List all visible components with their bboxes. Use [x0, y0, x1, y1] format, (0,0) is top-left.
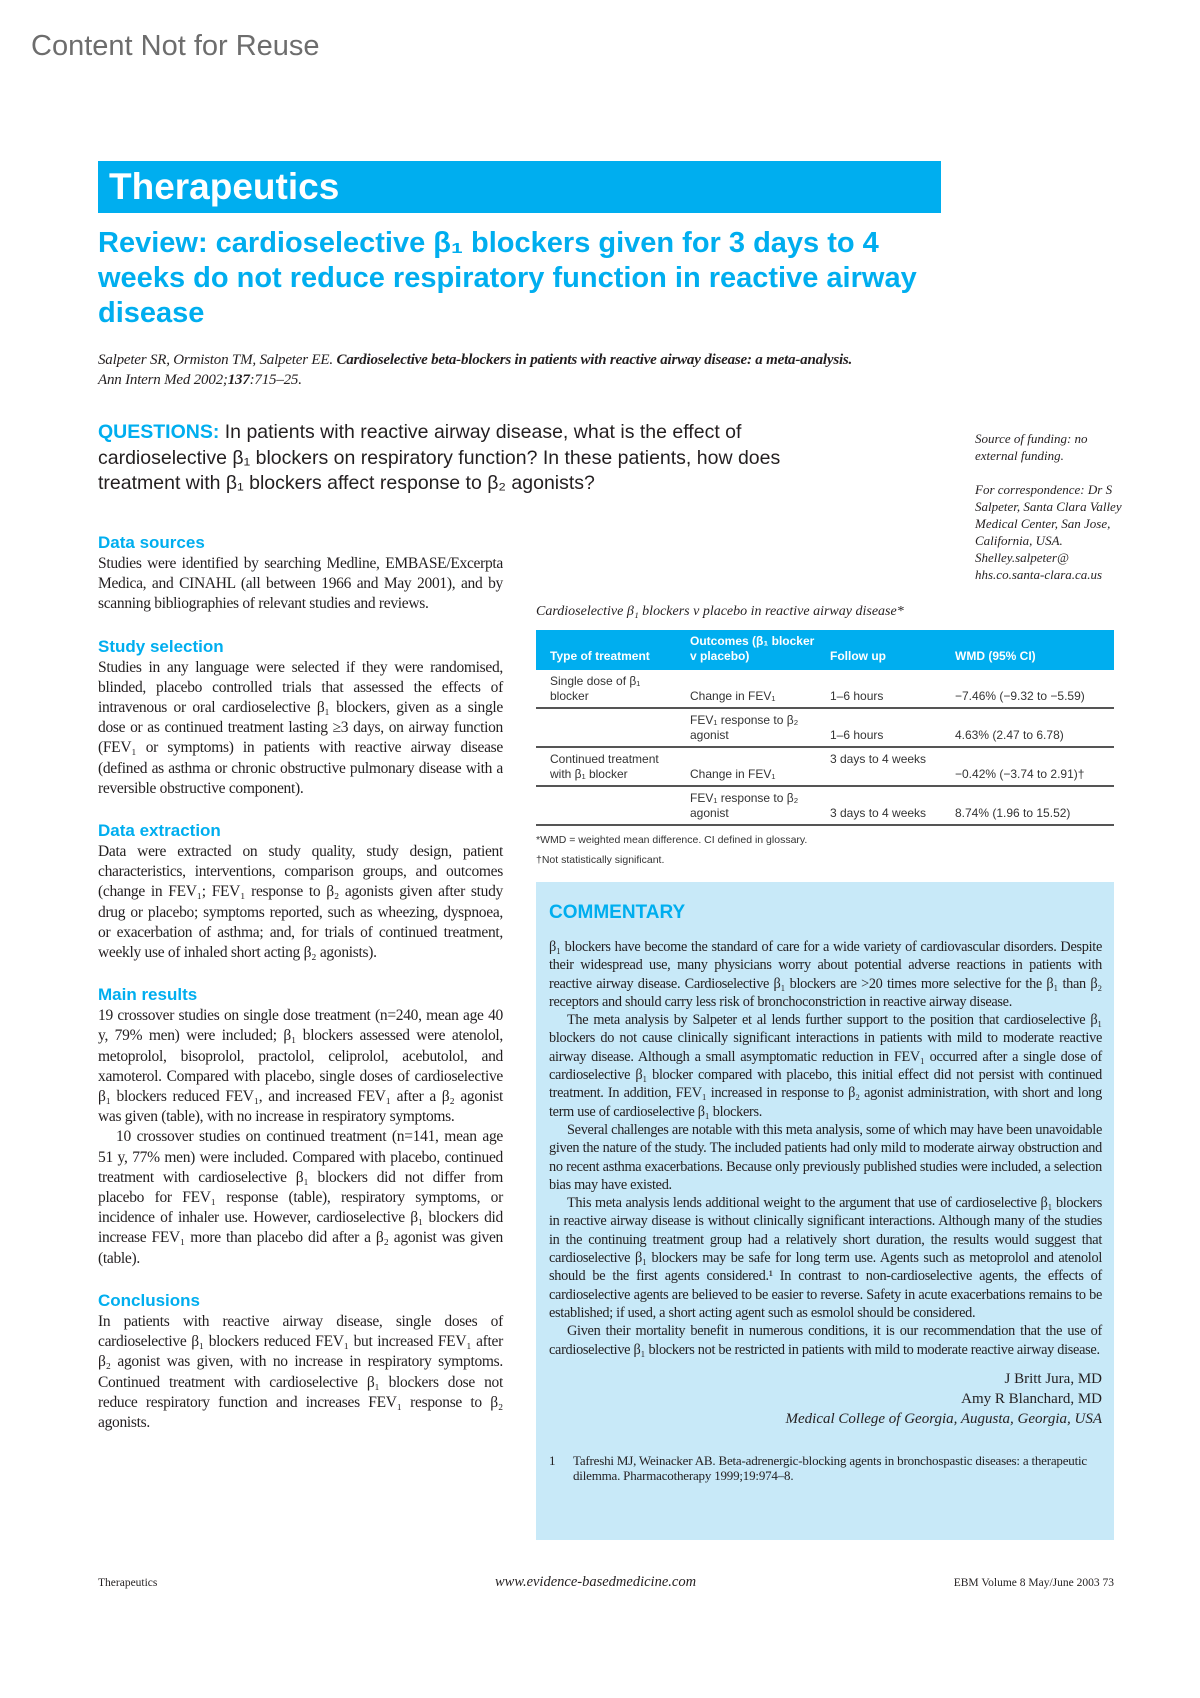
section-banner-label: Therapeutics: [109, 166, 340, 207]
footer-section: Therapeutics: [98, 1577, 158, 1589]
citation: [98, 350, 878, 390]
table-cell: FEV₁ response to β₂ agonist: [684, 786, 824, 825]
reference-text: Tafreshi MJ, Weinacker AB. Beta-adrenergic-blocking agents in bronchospastic diseases: a therapeutic dilemma. Pharmacotherapy 1999;19:974–8.: [573, 1452, 1087, 1483]
table-cell: 3 days to 4 weeks: [824, 786, 949, 825]
column-header: Outcomes (β₁ blocker v placebo): [684, 630, 824, 670]
section-text: In patients with reactive airway disease, single doses of cardioselective β₁ blockers reduced FEV₁ but increased FEV₁ after β₂ agonist was given, with no increase in respiratory symptoms. Continued treatment with cardioselective β₁ blockers dose not reduce respiratory function and increases FEV₁ response to β₂ agonists.: [98, 1312, 503, 1431]
section-study-selection: [98, 637, 503, 799]
section-text: Studies in any language were selected if they were randomised, blinded, placebo controlled trials that assessed the effects of intravenous or oral cardioselective β₁ blockers, given as a single dose or as continued treatment lasting ≥3 days, on airway function (FEV₁ or symptoms) in patients with reactive airway disease (defined as asthma or chronic obstructive pulmonary disease with a reversible obstructive component).: [98, 658, 503, 797]
commentary-body: [549, 938, 1102, 1359]
watermark: Content Not for Reuse: [31, 30, 320, 62]
page-footer: [98, 1574, 1114, 1597]
commentary-paragraph: Given their mortality benefit in numerous conditions, it is our recommendation that the use of cardioselective β₁ blockers not be restricted in patients with mild to moderate reactive airway disease.: [549, 1323, 1102, 1358]
section-banner: [98, 161, 941, 213]
author-affiliation: Medical College of Georgia, Augusta, Georgia, USA: [785, 1410, 1102, 1427]
reference: [549, 1453, 1102, 1483]
table-caption: Cardioselective β₁ blockers v placebo in reactive airway disease*: [536, 604, 904, 619]
table-cell: −7.46% (−9.32 to −5.59): [949, 670, 1114, 708]
article-title: Review: cardioselective β₁ blockers given for 3 days to 4 weeks do not reduce respiratory function in reactive airway disease: [98, 227, 917, 329]
funding-note: Source of funding: no external funding.: [975, 431, 1088, 463]
section-heading: Main results: [98, 985, 198, 1005]
table-cell: 1–6 hours: [824, 708, 949, 747]
table-footnotes: [536, 830, 1114, 870]
author-name: Amy R Blanchard, MD: [961, 1390, 1102, 1407]
footer-issue-info: EBM Volume 8 May/June 2003 73: [953, 1577, 1114, 1589]
table-row: [536, 747, 1114, 786]
table-cell: 4.63% (2.47 to 6.78): [949, 708, 1114, 747]
correspondence-note: For correspondence: Dr S Salpeter, Santa Clara Valley Medical Center, San Jose, California, USA. Shelley.salpeter@ hhs.co.santa-clara.ca.us: [975, 482, 1122, 582]
column-header: WMD (95% CI): [949, 630, 1114, 670]
section-text: 10 crossover studies on continued treatment (n=141, mean age 51 y, 77% men) were included. Compared with placebo, continued treatment with cardioselective β₁ blockers did not differ from placebo for FEV₁ response (table), respiratory symptoms, or incidence of inhaler use. However, cardioselective β₁ blockers did increase FEV₁ more than placebo did after a β₂ agonist was given (table).: [98, 1128, 503, 1267]
commentary-paragraph: Several challenges are notable with this meta analysis, some of which may have been unavoidable given the nature of the study. The included patients had only mild to moderate airway obstruction and no recent asthma exacerbations. Because only previously published studies were included, a selection bias may have existed.: [549, 1121, 1102, 1193]
table-footnote: *WMD = weighted mean difference. CI defined in glossary.: [536, 834, 808, 846]
sidebar-notes: [975, 430, 1125, 600]
table-cell: 3 days to 4 weeks: [824, 747, 949, 786]
commentary-box: [536, 882, 1114, 1540]
citation-article: Cardioselective beta-blockers in patients with reactive airway disease: a meta-analysis.: [336, 352, 853, 368]
table-row: [536, 786, 1114, 825]
questions-label: QUESTIONS:: [98, 421, 220, 443]
reference-number: 1: [549, 1452, 556, 1468]
section-heading: Conclusions: [98, 1290, 201, 1310]
table-cell: Single dose of β₁ blocker: [536, 670, 684, 708]
column-header: Type of treatment: [536, 630, 684, 670]
left-column: [98, 533, 503, 1433]
citation-volume: 137: [227, 372, 250, 388]
author-name: J Britt Jura, MD: [1004, 1370, 1102, 1387]
table-cell: −0.42% (−3.74 to 2.91)†: [949, 747, 1114, 786]
table-row: [536, 670, 1114, 708]
questions: [98, 420, 858, 497]
table-cell: [536, 708, 684, 747]
table-cell: Change in FEV₁: [684, 670, 824, 708]
footer-website-link[interactable]: www.evidence-basedmedicine.com: [495, 1574, 697, 1590]
section-text: Data were extracted on study quality, study design, patient characteristics, interventions, comparison groups, and outcomes (change in FEV₁; FEV₁ response to β₂ agonists given after study drug or placebo; symptoms reported, such as wheezing, dyspnoea, or exacerbation of asthma; and, for trials of continued treatment, weekly use of inhaled short acting β₂ agonists).: [98, 843, 503, 962]
commentary-paragraph: The meta analysis by Salpeter et al lends further support to the position that cardioselective β₁ blockers do not cause clinically significant interactions in patients with mild to moderate reactive airway disease. Although a small asymptomatic reduction in FEV₁ occurred after a single dose of cardioselective β₁ blocker compared with placebo, this initial effect did not persist with continued treatment. In addition, FEV₁ increased in response to β₂ agonist administration, with short and long term use of cardioselective β₁ blockers.: [549, 1012, 1102, 1120]
table-cell: Continued treatment with β₁ blocker: [536, 747, 684, 786]
citation-authors: Salpeter SR, Ormiston TM, Salpeter EE.: [98, 352, 337, 368]
citation-pages: :715–25.: [249, 372, 302, 388]
section-heading: Study selection: [98, 636, 224, 656]
commentary-signature: [549, 1369, 1102, 1429]
commentary-paragraph: β₁ blockers have become the standard of care for a wide variety of cardiovascular disorders. Despite their widespread use, many physicians worry about potential adverse reactions in patients with reactive airway disease. Cardioselective β₁ blockers are >20 times more selective for the β₁ than β₂ receptors and should carry less risk of bronchoconstriction in reactive airway disease.: [549, 939, 1102, 1010]
table-row: [536, 708, 1114, 747]
section-heading: Data sources: [98, 533, 205, 552]
results-table: [536, 630, 1114, 826]
section-conclusions: [98, 1291, 503, 1433]
section-text: Studies were identified by searching Medline, EMBASE/Excerpta Medica, and CINAHL (all between 1966 and May 2001), and by scanning bibliographies of relevant studies and reviews.: [98, 555, 503, 613]
section-data-extraction: [98, 821, 503, 963]
commentary-paragraph: This meta analysis lends additional weight to the argument that use of cardioselective β₁ blockers in reactive airway disease is without clinically significant interactions. Although many of the studies in the continuing treatment group had a relatively short duration, the results would suggest that cardioselective β₁ blockers may be safe for long term use. Agents such as metoprolol and atenolol should be the first agents considered.¹ In contrast to non-cardioselective agents, the effects of cardioselective agents are believed to be easier to reverse. Safety in acute exacerbations remains to be established; if used, a short acting agent such as esmolol should be considered.: [549, 1195, 1102, 1321]
commentary-heading: COMMENTARY: [549, 902, 686, 923]
table-cell: 1–6 hours: [824, 670, 949, 708]
table-cell: 8.74% (1.96 to 15.52): [949, 786, 1114, 825]
table-footnote: †Not statistically significant.: [536, 854, 665, 866]
table-cell: FEV₁ response to β₂ agonist: [684, 708, 824, 747]
table-cell: [536, 786, 684, 825]
section-main-results: [98, 985, 503, 1269]
right-column: [536, 604, 1114, 1540]
questions-text: In patients with reactive airway disease, what is the effect of cardioselective β₁ blockers on respiratory function? In these patients, how does treatment with β₁ blockers affect response to β₂ agonists?: [98, 421, 781, 494]
citation-journal: Ann Intern Med 2002;: [98, 372, 228, 388]
section-data-sources: [98, 533, 503, 615]
column-header: Follow up: [824, 630, 949, 670]
section-text: 19 crossover studies on single dose treatment (n=240, mean age 40 y, 79% men) were included; β₁ blockers assessed were atenolol, metoprolol, bisoprolol, practolol, celiprolol, acebutolol, and xamoterol. Compared with placebo, single doses of cardioselective β₁ blockers reduced FEV₁, and increased FEV₁ after a β₂ agonist was given (table), with no increase in respiratory symptoms.: [98, 1007, 503, 1126]
section-heading: Data extraction: [98, 821, 221, 841]
table-cell: Change in FEV₁: [684, 747, 824, 786]
